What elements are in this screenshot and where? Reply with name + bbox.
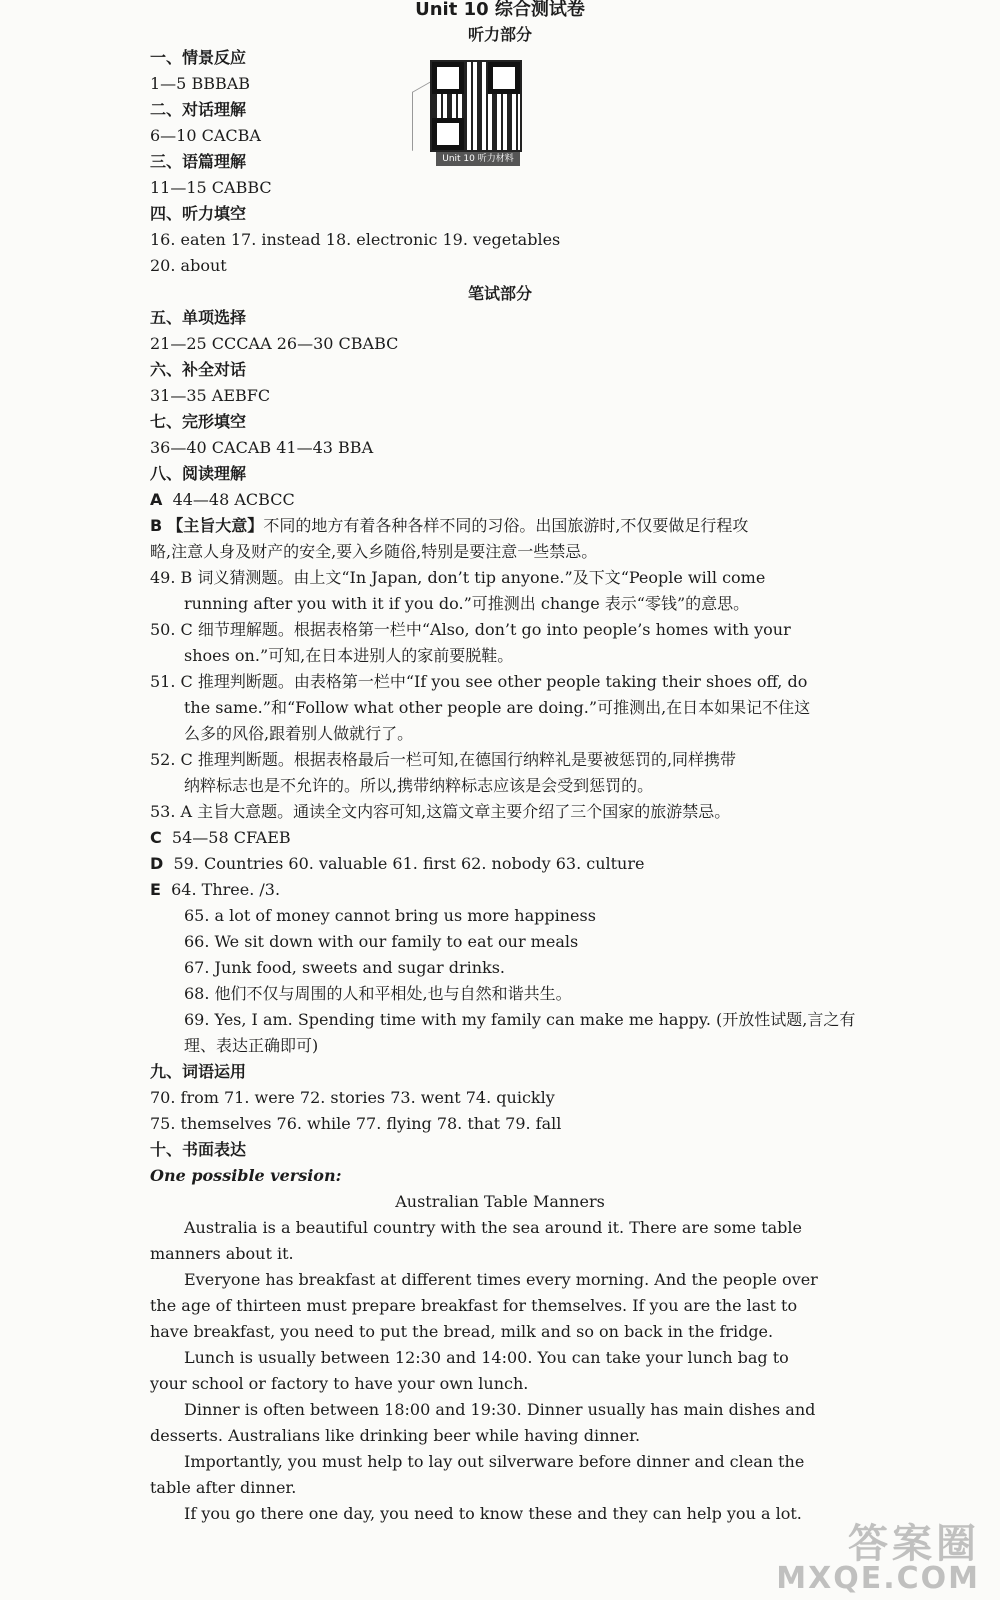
q49-line-1: 49. B 词义猜测题。由上文“In Japan, don’t tip anyone.”及下文“People will come (150, 568, 766, 587)
qr-code-icon (432, 62, 520, 150)
q51-line-1: 51. C 推理判断题。由表格第一栏中“If you see other people taking their shoes off, do (150, 672, 808, 691)
section-8-heading: 八、阅读理解 (150, 464, 247, 483)
q52-line-1: 52. C 推理判断题。根据表格最后一栏可知,在德国行纳粹礼是要被惩罚的,同样携带 (150, 750, 737, 769)
part-a-answers: 44—48 ACBCC (172, 490, 295, 509)
q67-line: 67. Junk food, sweets and sugar drinks. (184, 958, 506, 977)
section-3-answers: 11—15 CABBC (150, 178, 272, 197)
part-a-label: A (150, 490, 163, 509)
section-2-heading: 二、对话理解 (150, 100, 247, 119)
q51-line-2: the same.”和“Follow what other people are doing.”可推测出,在日本如果记不住这 (184, 698, 811, 717)
reading-b-line-1 (150, 513, 748, 539)
section-9-answers-2: 75. themselves 76. while 77. flying 78. that 79. fall (150, 1114, 562, 1133)
part-c-label: C (150, 828, 162, 847)
main-idea-text-2: 略,注意人身及财产的安全,要入乡随俗,特别是要注意一些禁忌。 (150, 542, 598, 561)
section-4-heading: 四、听力填空 (150, 204, 247, 223)
section-6-answers: 31—35 AEBFC (150, 386, 271, 405)
essay-paragraph-1: Australia is a beautiful country with the sea around it. There are some table manners about it. (150, 1218, 802, 1263)
q66-line: 66. We sit down with our family to eat our meals (184, 932, 579, 951)
essay-paragraph-5: Importantly, you must help to lay out silverware before dinner and clean the table after dinner. (150, 1452, 805, 1497)
sticker-peel-edge (412, 80, 433, 151)
q52-line-2: 纳粹标志也是不允许的。所以,携带纳粹标志应该是会受到惩罚的。 (184, 776, 654, 795)
essay-paragraph-3: Lunch is usually between 12:30 and 14:00. You can take your lunch bag to your school or factory to have your own lunch. (150, 1348, 789, 1393)
section-7-answers: 36—40 CACAB 41—43 BBA (150, 438, 374, 457)
section-5-heading: 五、单项选择 (150, 308, 247, 327)
part-e-answers: 64. Three. /3. (171, 880, 281, 899)
section-9-answers-1: 70. from 71. were 72. stories 73. went 74. quickly (150, 1088, 555, 1107)
section-7-heading: 七、完形填空 (150, 412, 247, 431)
qr-code-sticker[interactable] (410, 58, 528, 168)
section-6-heading: 六、补全对话 (150, 360, 247, 379)
section-9-heading: 九、词语运用 (150, 1062, 247, 1081)
q65-line: 65. a lot of money cannot bring us more happiness (184, 906, 596, 925)
watermark-line-1: 答案圈 (848, 1521, 980, 1567)
part-d-label: D (150, 854, 164, 873)
q68-line: 68. 他们不仅与周围的人和平相处,也与自然和谐共生。 (184, 984, 572, 1003)
reading-c-line (150, 825, 291, 851)
q49-line-2: running after you with it if you do.”可推测出 change 表示“零钱”的意思。 (184, 594, 750, 613)
writing-heading: 笔试部分 (467, 284, 532, 303)
q50-line-1: 50. C 细节理解题。根据表格第一栏中“Also, don’t go into people’s homes with your (150, 620, 791, 639)
site-watermark (776, 1512, 980, 1596)
q53-line: 53. A 主旨大意题。通读全文内容可知,这篇文章主要介绍了三个国家的旅游禁忌。 (150, 802, 731, 821)
part-e-label: E (150, 880, 161, 899)
part-d-answers: 59. Countries 60. valuable 61. first 62. nobody 63. culture (173, 854, 645, 873)
watermark-line-2: MXQE.COM (776, 1561, 980, 1596)
section-2-answers: 6—10 CACBA (150, 126, 261, 145)
reading-e-line (150, 877, 280, 903)
essay-paragraph-6: If you go there one day, you need to know these and they can help you a lot. (184, 1504, 802, 1523)
main-idea-tag: 【主旨大意】 (167, 516, 264, 535)
essay-paragraph-4: Dinner is often between 18:00 and 19:30. Dinner usually has main dishes and desserts. Australians like drinking beer while having dinner. (150, 1400, 816, 1445)
possible-version-label: One possible version: (150, 1166, 342, 1185)
section-1-heading: 一、情景反应 (150, 48, 247, 67)
q69-line-1: 69. Yes, I am. Spending time with my family can make me happy. (开放性试题,言之有 (184, 1010, 856, 1029)
part-b-label: B (150, 516, 163, 535)
reading-a-line (150, 487, 295, 513)
main-idea-text-1: 不同的地方有着各种各样不同的习俗。出国旅游时,不仅要做足行程攻 (263, 516, 749, 535)
section-4-answers-1: 16. eaten 17. instead 18. electronic 19. vegetables (150, 230, 561, 249)
reading-d-line (150, 851, 644, 877)
q50-line-2: shoes on.”可知,在日本进别人的家前要脱鞋。 (184, 646, 514, 665)
part-c-answers: 54—58 CFAEB (171, 828, 291, 847)
page-title: Unit 10 综合测试卷 (415, 0, 585, 20)
section-1-answers: 1—5 BBBAB (150, 74, 251, 93)
q69-line-2: 理、表达正确即可) (184, 1036, 319, 1055)
qr-caption: Unit 10 听力材料 (436, 152, 520, 166)
section-10-heading: 十、书面表达 (150, 1140, 247, 1159)
section-3-heading: 三、语篇理解 (150, 152, 247, 171)
essay-paragraph-2: Everyone has breakfast at different times every morning. And the people over the age of thirteen must prepare breakfast for themselves. If you are the last to have breakfast, you need to put the bread, milk and so on back in the fridge. (150, 1270, 818, 1341)
q51-line-3: 么多的风俗,跟着别人做就行了。 (184, 724, 414, 743)
listening-heading: 听力部分 (467, 25, 532, 44)
essay-title: Australian Table Manners (395, 1192, 605, 1211)
section-5-answers: 21—25 CCCAA 26—30 CBABC (150, 334, 399, 353)
section-4-answers-2: 20. about (150, 256, 227, 275)
